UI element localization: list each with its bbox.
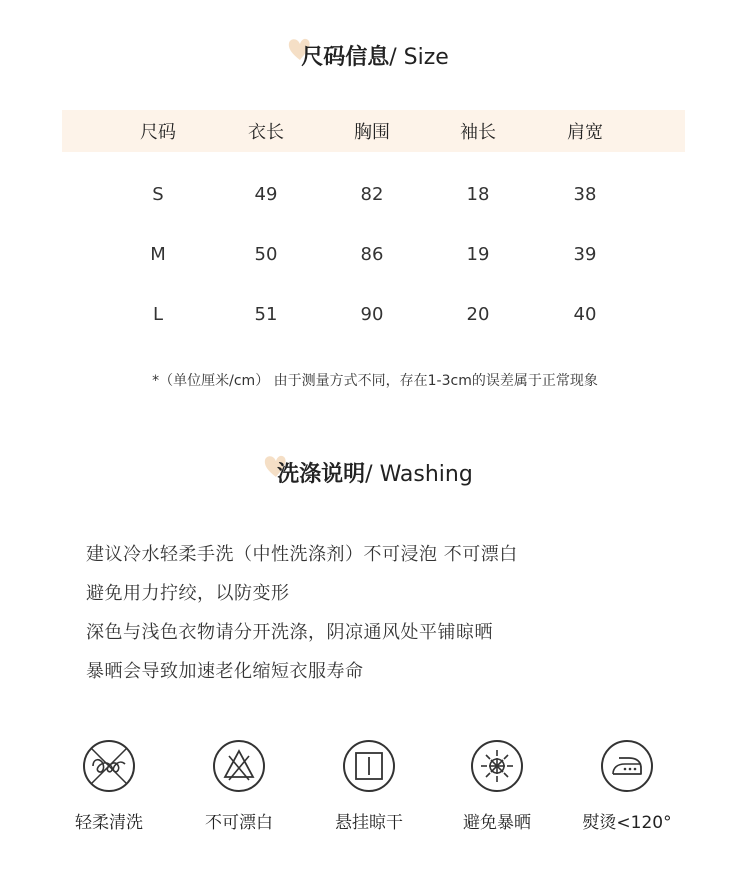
- cell-shoulder: 40: [573, 303, 597, 325]
- care-item-gentle-wash: [49, 738, 169, 833]
- gentle-wash-icon: [81, 738, 137, 794]
- header-sleeve: 袖长: [460, 122, 496, 143]
- no-sun-icon: [469, 738, 525, 794]
- cell-size: M: [150, 243, 166, 265]
- wash-line: 避免用力拧绞，以防变形: [86, 583, 290, 604]
- cell-size: S: [152, 183, 164, 205]
- cell-sleeve: 19: [466, 243, 490, 265]
- cell-shoulder: 38: [573, 183, 597, 205]
- wash-line: 深色与浅色衣物请分开洗涤，阴凉通风处平铺晾晒: [86, 622, 493, 643]
- hang-dry-icon: [341, 738, 397, 794]
- size-section-title: [0, 40, 750, 71]
- cell-length: 51: [254, 303, 278, 325]
- cell-chest: 82: [360, 183, 384, 205]
- cell-shoulder: 39: [573, 243, 597, 265]
- care-item-no-sun: [437, 738, 557, 833]
- care-label: 轻柔清洗: [75, 813, 143, 833]
- cell-size: L: [152, 303, 164, 325]
- size-title-cn: 尺码信息: [301, 45, 390, 70]
- table-row: [62, 284, 685, 344]
- header-chest: 胸围: [354, 122, 390, 143]
- care-item-hang-dry: [309, 738, 429, 833]
- header-size: 尺码: [140, 122, 176, 143]
- table-row: [62, 164, 685, 224]
- cell-chest: 90: [360, 303, 384, 325]
- cell-length: 49: [254, 183, 278, 205]
- size-table-header: [62, 110, 685, 152]
- care-label: 熨烫<120°: [582, 813, 672, 833]
- care-label: 避免暴晒: [463, 813, 531, 833]
- header-length: 衣长: [248, 122, 284, 143]
- table-row: [62, 224, 685, 284]
- size-title-en: / Size: [389, 45, 449, 70]
- cell-length: 50: [254, 243, 278, 265]
- size-note: *（单位厘米/cm） 由于测量方式不同，存在1-3cm的误差属于正常现象: [152, 373, 598, 389]
- iron-icon: [599, 738, 655, 794]
- wash-title-en: / Washing: [365, 462, 473, 487]
- wash-line: 建议冷水轻柔手洗（中性洗涤剂）不可浸泡 不可漂白: [86, 544, 518, 565]
- care-label: 悬挂晾干: [335, 813, 403, 833]
- cell-sleeve: 20: [466, 303, 490, 325]
- wash-instructions: [86, 541, 518, 697]
- care-item-iron: [567, 738, 687, 833]
- header-shoulder: 肩宽: [567, 122, 603, 143]
- wash-section-title: [0, 457, 750, 488]
- care-label: 不可漂白: [205, 813, 273, 833]
- care-item-no-bleach: [179, 738, 299, 833]
- no-bleach-icon: [211, 738, 267, 794]
- wash-title-cn: 洗涤说明: [277, 462, 366, 487]
- wash-line: 暴晒会导致加速老化缩短衣服寿命: [86, 661, 364, 682]
- cell-chest: 86: [360, 243, 384, 265]
- size-table: [62, 110, 685, 344]
- cell-sleeve: 18: [466, 183, 490, 205]
